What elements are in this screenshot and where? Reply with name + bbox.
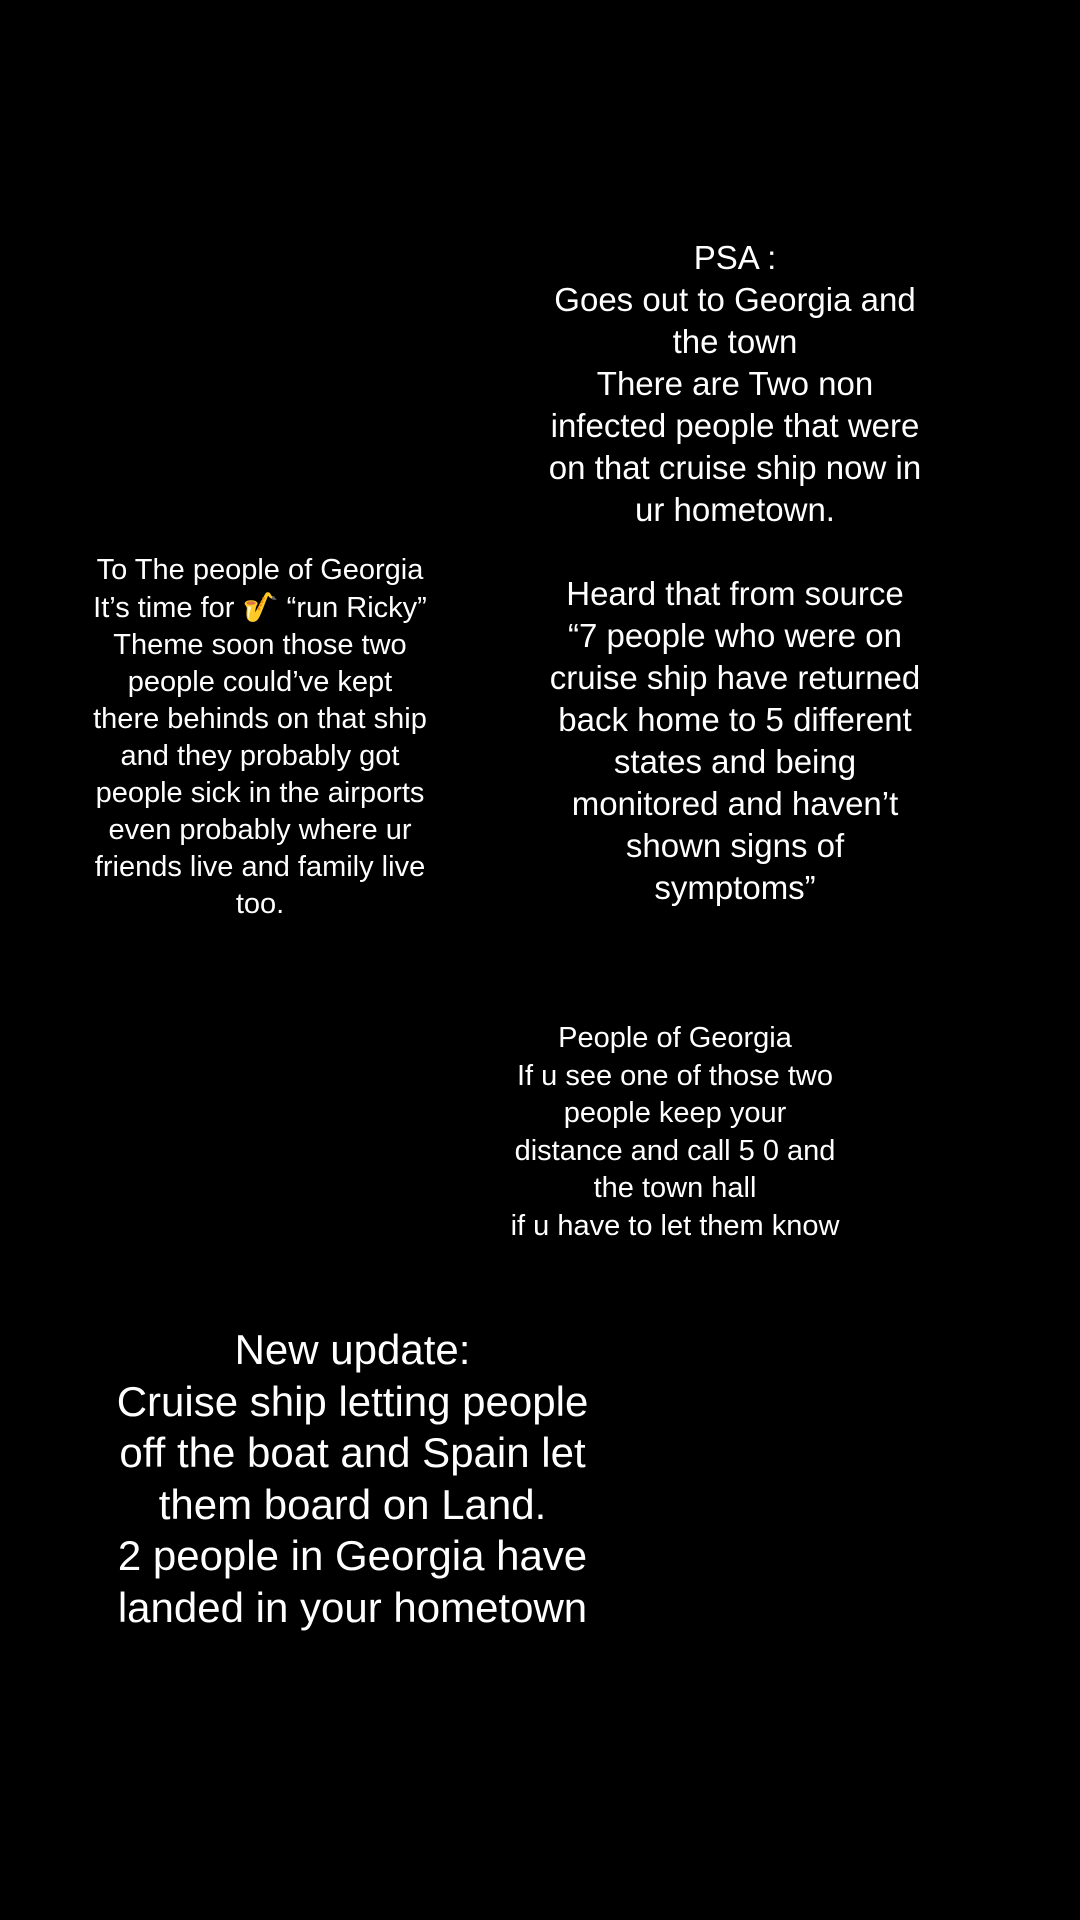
- georgia-line: To The people of Georgia: [96, 554, 424, 586]
- update-line: 2 people in Georgia have: [117, 1532, 588, 1579]
- psa-line: states and being: [613, 743, 857, 780]
- people-line: the town hall: [593, 1172, 757, 1204]
- georgia-caption: [55, 552, 465, 923]
- people-of-georgia-caption: [470, 1020, 880, 1245]
- georgia-text-before-emoji: It’s time for: [93, 592, 243, 624]
- psa-line: Goes out to Georgia and: [554, 281, 916, 318]
- georgia-line: too.: [235, 888, 285, 920]
- psa-line: monitored and haven’t: [571, 785, 899, 822]
- psa-line: on that cruise ship now in: [548, 449, 922, 486]
- people-line: If u see one of those two: [517, 1059, 833, 1092]
- people-line: People of Georgia: [558, 1022, 792, 1054]
- psa-line: back home to 5 different: [558, 701, 912, 738]
- psa-line: “7 people who were on: [568, 617, 902, 654]
- people-line: if u have to let them know: [510, 1209, 840, 1242]
- psa-line: infected people that were: [550, 407, 920, 444]
- update-line: them board on Land.: [158, 1480, 547, 1528]
- georgia-text-after-emoji: “run Ricky”: [278, 592, 427, 624]
- psa-line: the town: [672, 323, 798, 360]
- georgia-line: there behinds on that ship: [93, 703, 427, 735]
- update-line: off the boat and Spain let: [119, 1429, 586, 1476]
- update-line: New update:: [234, 1326, 471, 1373]
- psa-line: shown signs of: [625, 827, 845, 864]
- psa-blank-line: [500, 531, 970, 573]
- georgia-line: Theme soon those two: [113, 629, 407, 661]
- psa-line: PSA :: [693, 239, 777, 276]
- psa-line: symptoms”: [654, 869, 816, 906]
- georgia-line: even probably where ur: [108, 814, 412, 846]
- saxophone-icon: 🎷: [242, 590, 279, 624]
- new-update-caption: [80, 1324, 625, 1633]
- georgia-line: and they probably got: [120, 740, 400, 772]
- psa-line: ur hometown.: [635, 491, 835, 528]
- psa-line: Heard that from source: [566, 575, 904, 612]
- psa-caption: [500, 237, 970, 909]
- psa-line: cruise ship have returned: [549, 659, 921, 696]
- georgia-line: people could’ve kept: [127, 666, 393, 698]
- people-line: distance and call 5 0 and: [514, 1134, 836, 1167]
- georgia-line: people sick in the airports: [95, 777, 425, 809]
- georgia-line-with-emoji: [55, 589, 465, 627]
- update-line: Cruise ship letting people: [116, 1377, 589, 1425]
- people-line: people keep your: [563, 1097, 787, 1129]
- georgia-line: friends live and family live: [94, 851, 426, 883]
- psa-line: There are Two non: [596, 365, 874, 402]
- update-line: landed in your hometown: [117, 1583, 588, 1631]
